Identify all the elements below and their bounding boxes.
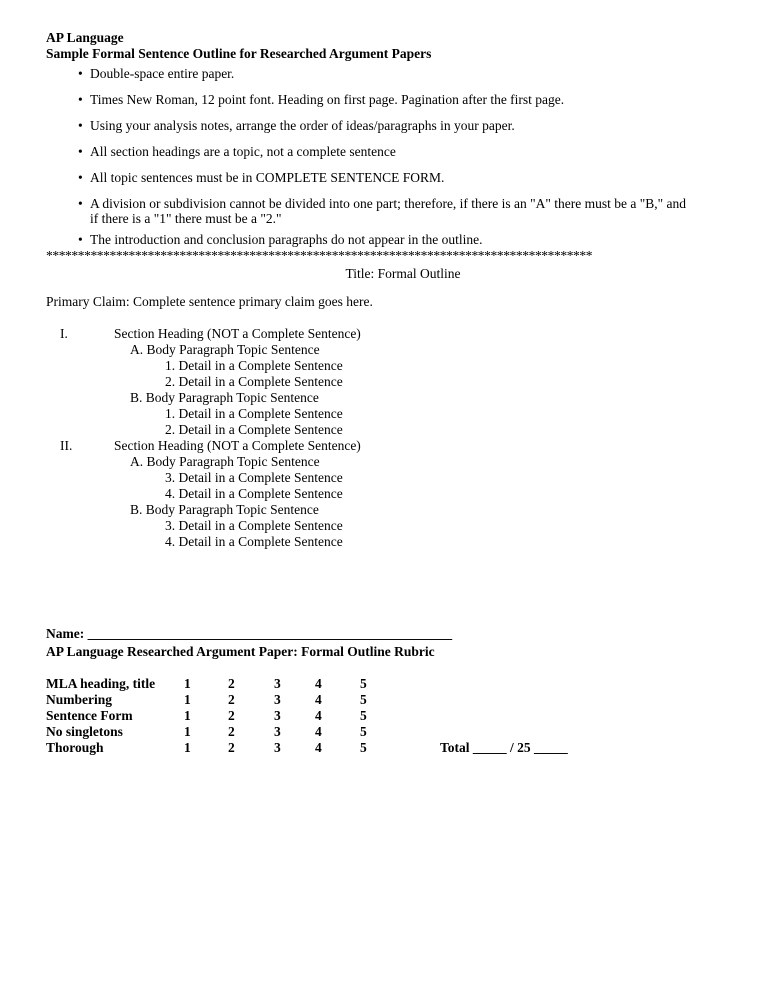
instruction-item: A division or subdivision cannot be divided into one part; therefore, if there is an "A" there must be a "B," and if there is a "1" there must be a "2."	[90, 196, 687, 226]
rubric-score: 5	[360, 676, 367, 691]
bullet-icon: •	[78, 196, 83, 211]
rubric-score: 2	[228, 740, 235, 755]
outline-line: 1. Detail in a Complete Sentence	[165, 358, 343, 373]
outline-line: 3. Detail in a Complete Sentence	[165, 518, 343, 533]
outline-title: Title: Formal Outline	[345, 266, 461, 281]
rubric-score: 2	[228, 692, 235, 707]
rubric-score: 2	[228, 724, 235, 739]
primary-claim: Primary Claim: Complete sentence primary claim goes here.	[46, 294, 373, 309]
rubric-criterion: No singletons	[46, 724, 123, 739]
rubric-score: 5	[360, 724, 367, 739]
outline-line: Section Heading (NOT a Complete Sentence)	[114, 326, 361, 341]
instruction-item: Double-space entire paper.	[90, 66, 235, 81]
name-field: Name: ______________________________________________________	[46, 626, 453, 641]
rubric-title: AP Language Researched Argument Paper: Formal Outline Rubric	[46, 644, 435, 659]
rubric-criterion: MLA heading, title	[46, 676, 156, 691]
bullet-icon: •	[78, 66, 83, 81]
rubric-score: 3	[274, 724, 281, 739]
outline-numeral: I.	[60, 326, 68, 341]
instruction-item: Using your analysis notes, arrange the order of ideas/paragraphs in your paper.	[90, 118, 515, 133]
rubric-score: 5	[360, 708, 367, 723]
instruction-item: The introduction and conclusion paragraphs do not appear in the outline.	[90, 232, 483, 247]
instruction-item: All section headings are a topic, not a complete sentence	[90, 144, 396, 159]
rubric-score: 1	[184, 708, 191, 723]
outline-line: 1. Detail in a Complete Sentence	[165, 406, 343, 421]
instruction-item: All topic sentences must be in COMPLETE SENTENCE FORM.	[90, 170, 445, 185]
rubric-score: 2	[228, 708, 235, 723]
rubric-criterion: Thorough	[46, 740, 104, 755]
outline-line: B. Body Paragraph Topic Sentence	[130, 502, 319, 517]
outline-line: A. Body Paragraph Topic Sentence	[130, 454, 320, 469]
outline-line: 3. Detail in a Complete Sentence	[165, 470, 343, 485]
outline-line: 2. Detail in a Complete Sentence	[165, 374, 343, 389]
rubric-criterion: Sentence Form	[46, 708, 133, 723]
rubric-score: 4	[315, 676, 322, 691]
rubric-score: 5	[360, 692, 367, 707]
rubric-score: 1	[184, 676, 191, 691]
bullet-icon: •	[78, 144, 83, 159]
rubric-score: 3	[274, 708, 281, 723]
rubric-score: 5	[360, 740, 367, 755]
outline-line: 4. Detail in a Complete Sentence	[165, 534, 343, 549]
rubric-score: 3	[274, 740, 281, 755]
outline-line: B. Body Paragraph Topic Sentence	[130, 390, 319, 405]
outline-line: 2. Detail in a Complete Sentence	[165, 422, 343, 437]
document-title: Sample Formal Sentence Outline for Researched Argument Papers	[46, 46, 432, 61]
rubric-score: 1	[184, 740, 191, 755]
rubric-score: 4	[315, 740, 322, 755]
course-heading: AP Language	[46, 30, 124, 45]
rubric-criterion: Numbering	[46, 692, 113, 707]
rubric-score: 1	[184, 692, 191, 707]
bullet-icon: •	[78, 118, 83, 133]
outline-line: 4. Detail in a Complete Sentence	[165, 486, 343, 501]
bullet-icon: •	[78, 170, 83, 185]
rubric-score: 4	[315, 724, 322, 739]
rubric-score: 3	[274, 692, 281, 707]
rubric-score: 2	[228, 676, 235, 691]
instruction-item: Times New Roman, 12 point font. Heading on first page. Pagination after the first page.	[90, 92, 565, 107]
bullet-icon: •	[78, 232, 83, 247]
bullet-icon: •	[78, 92, 83, 107]
outline-line: Section Heading (NOT a Complete Sentence)	[114, 438, 361, 453]
rubric-score: 3	[274, 676, 281, 691]
rubric-score: 4	[315, 692, 322, 707]
rubric-score: 1	[184, 724, 191, 739]
outline-line: A. Body Paragraph Topic Sentence	[130, 342, 320, 357]
outline-numeral: II.	[60, 438, 73, 453]
separator-line: **************************************************************************************	[46, 248, 593, 263]
rubric-score: 4	[315, 708, 322, 723]
total-score: Total _____ / 25 _____	[440, 740, 568, 755]
